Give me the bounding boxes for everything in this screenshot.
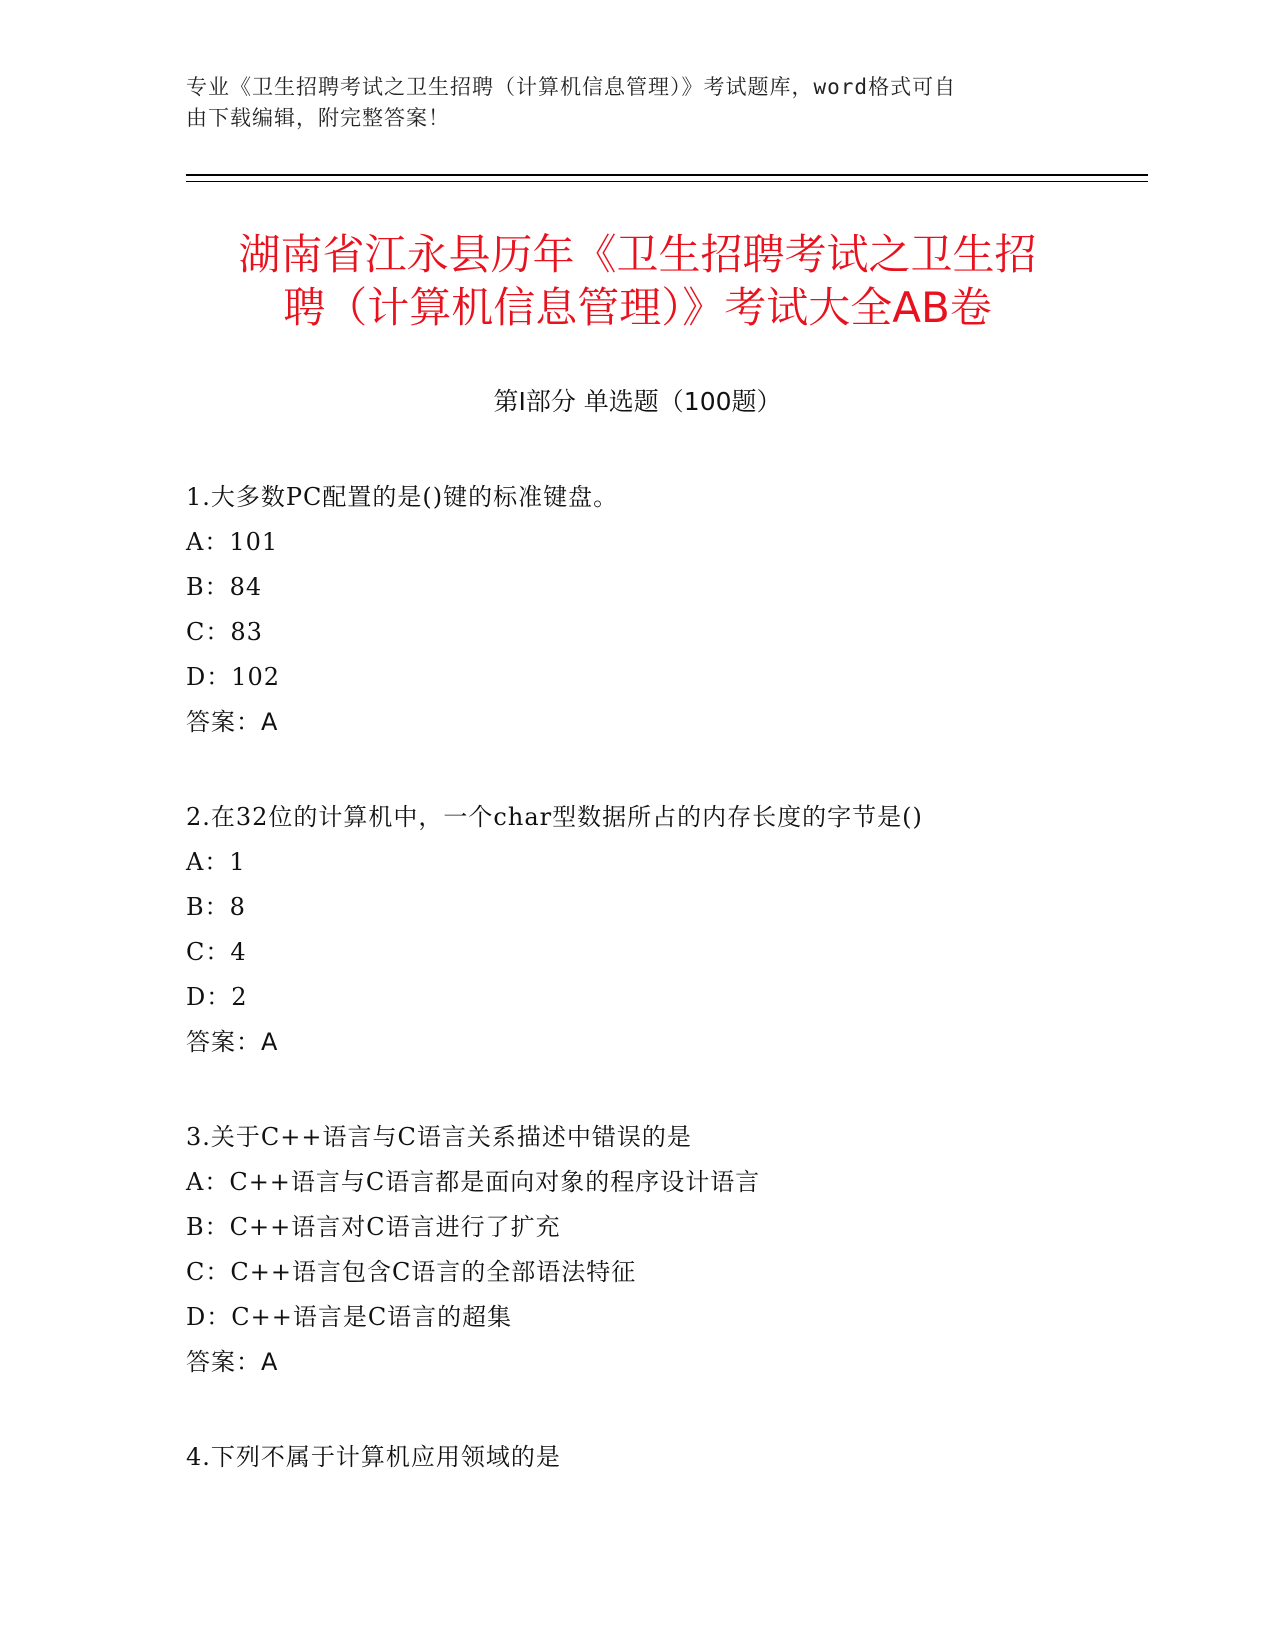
question-stem: 2.在32位的计算机中，一个char型数据所占的内存长度的字节是() [186,803,923,831]
option-b: B：8 [186,893,246,921]
option-d: D：102 [186,663,281,691]
header-line-2: 由下载编辑，附完整答案！ [186,106,450,130]
question-stem: 4.下列不属于计算机应用领域的是 [186,1443,561,1471]
option-d: D：C++语言是C语言的超集 [186,1303,513,1331]
answer: 答案：A [186,708,279,736]
option-c: C：C++语言包含C语言的全部语法特征 [186,1258,637,1286]
option-a: A：C++语言与C语言都是面向对象的程序设计语言 [186,1168,761,1196]
option-c: C：4 [186,938,247,966]
header-divider-thick [186,174,1148,176]
option-a: A：101 [186,528,279,556]
section-heading: 第Ⅰ部分 单选题（100题） [493,387,782,416]
answer: 答案：A [186,1348,279,1376]
question-stem: 1.大多数PC配置的是()键的标准键盘。 [186,483,619,511]
option-b: B：C++语言对C语言进行了扩充 [186,1213,561,1241]
title-line-1: 湖南省江永县历年《卫生招聘考试之卫生招 [238,230,1037,279]
question-item [186,1435,1146,1480]
option-d: D：2 [186,983,248,1011]
option-a: A：1 [186,848,246,876]
header-divider-thin [186,181,1148,182]
header-line-1: 专业《卫生招聘考试之卫生招聘（计算机信息管理）》考试题库，word格式可自 [186,75,957,99]
option-c: C：83 [186,618,263,646]
question-stem: 3.关于C++语言与C语言关系描述中错误的是 [186,1123,692,1151]
document-title [150,228,1125,334]
question-item [186,795,1146,1065]
document-header [186,72,1066,134]
title-line-2: 聘（计算机信息管理）》考试大全AB卷 [283,283,992,332]
answer: 答案：A [186,1028,279,1056]
question-item [186,1115,1146,1385]
question-list [186,475,1146,1530]
option-b: B：84 [186,573,263,601]
question-item [186,475,1146,745]
